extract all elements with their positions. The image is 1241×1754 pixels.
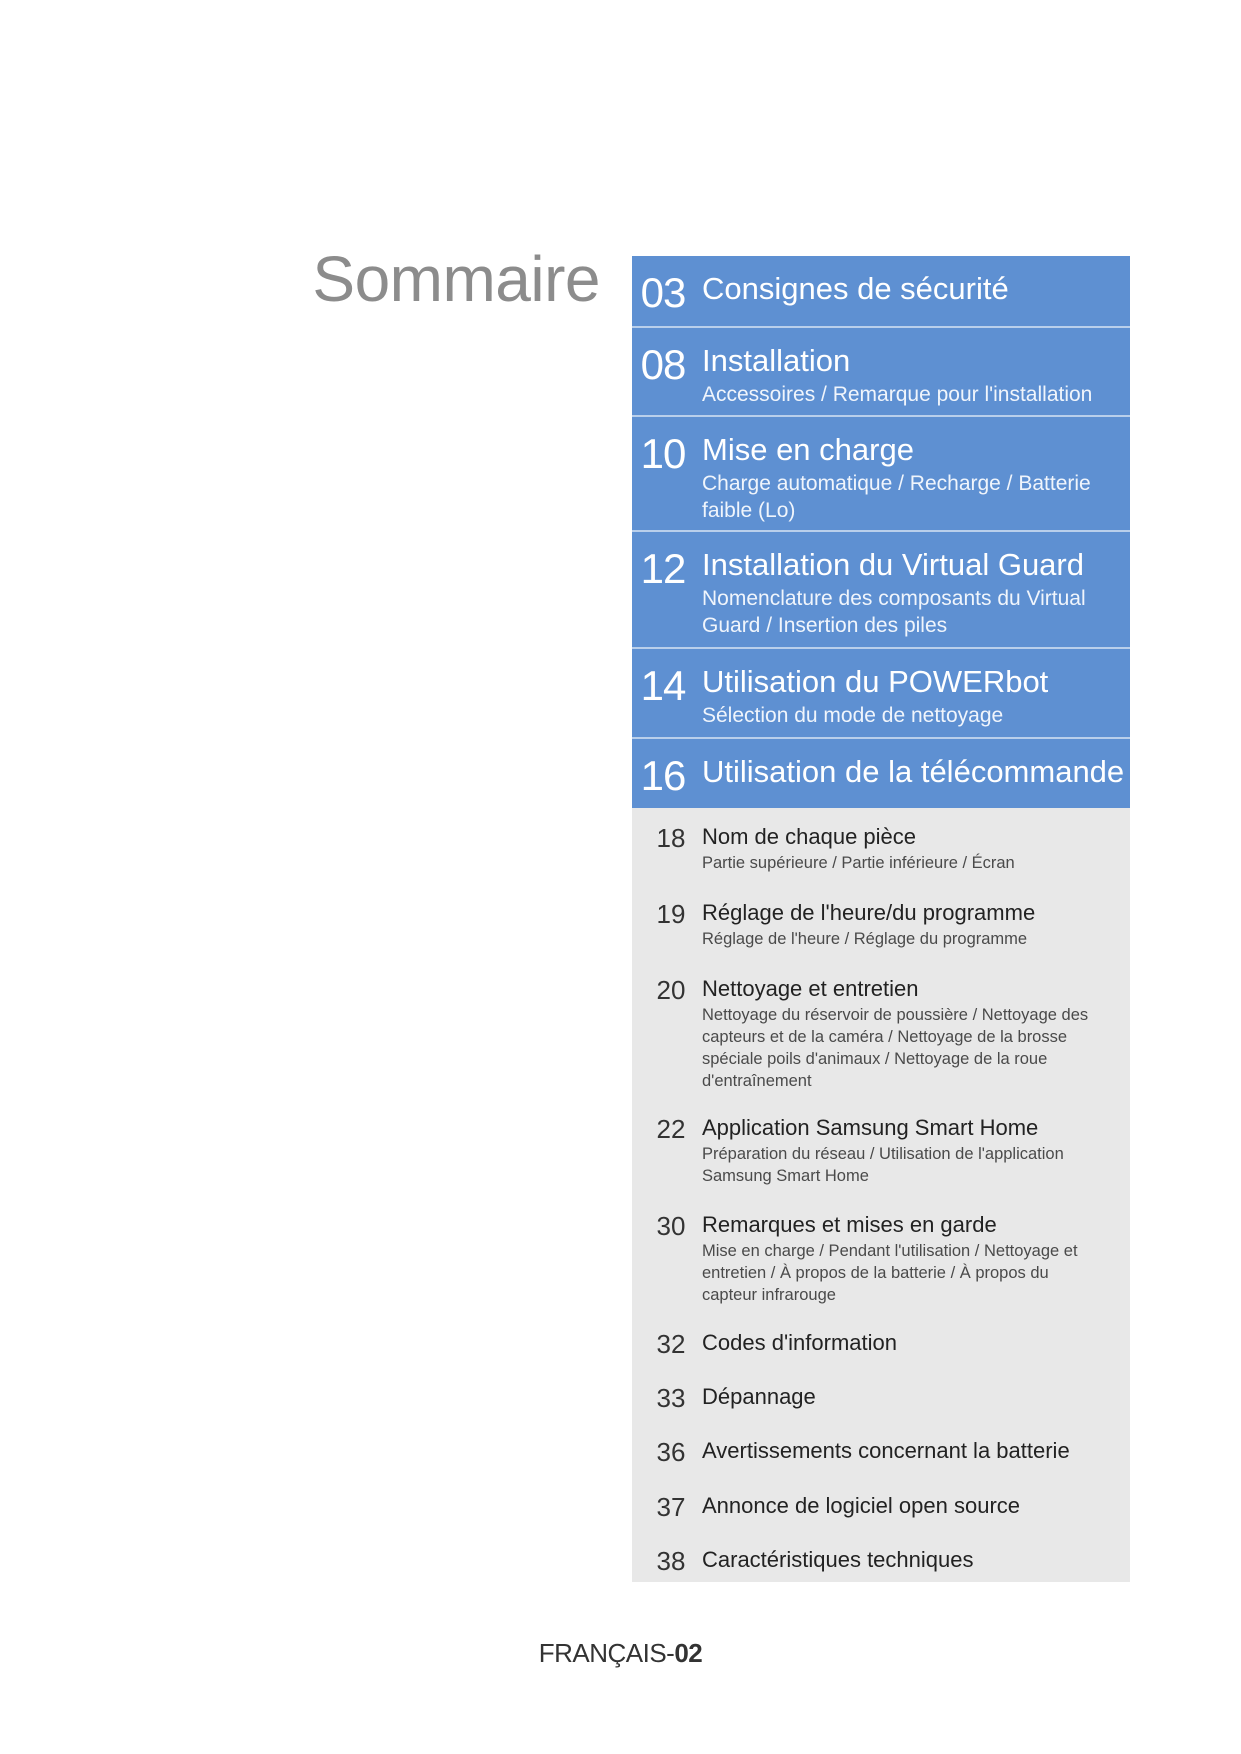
toc-subsection[interactable] bbox=[632, 1331, 1130, 1361]
subsection-page-number: 20 bbox=[656, 975, 686, 1005]
subsection-title: Caractéristiques techniques bbox=[702, 1547, 974, 1572]
subsection-page-number: 22 bbox=[656, 1114, 686, 1144]
section-page-number: 14 bbox=[640, 662, 686, 709]
section-page-number: 08 bbox=[640, 341, 686, 388]
section-title: Mise en charge bbox=[702, 432, 914, 467]
section-page-number: 12 bbox=[640, 545, 686, 592]
subsection-page-number: 33 bbox=[656, 1383, 686, 1413]
toc-subsection[interactable] bbox=[632, 1548, 1130, 1578]
toc-subsection[interactable] bbox=[632, 1494, 1130, 1524]
toc-subsection[interactable] bbox=[632, 1439, 1130, 1469]
section-title: Installation du Virtual Guard bbox=[702, 547, 1084, 582]
subsection-page-number: 18 bbox=[656, 823, 686, 853]
subsection-title: Nettoyage et entretien bbox=[702, 976, 919, 1001]
subsection-page-number: 38 bbox=[656, 1546, 686, 1576]
section-page-number: 03 bbox=[640, 269, 686, 316]
footer-page-number: 02 bbox=[674, 1638, 703, 1668]
subsection-title: Avertissements concernant la batterie bbox=[702, 1438, 1070, 1463]
subsection-page-number: 19 bbox=[656, 899, 686, 929]
section-subtitle: Nomenclature des composants du Virtual Guard / Insertion des piles bbox=[702, 587, 1086, 637]
subsection-page-number: 36 bbox=[656, 1437, 686, 1467]
toc-section[interactable] bbox=[632, 649, 1130, 739]
subsection-title: Réglage de l'heure/du programme bbox=[702, 900, 1036, 925]
toc-subsection[interactable] bbox=[632, 901, 1130, 961]
page-footer bbox=[0, 1638, 1241, 1669]
section-subtitle: Charge automatique / Recharge / Batterie faible (Lo) bbox=[702, 472, 1091, 522]
toc-subsection[interactable] bbox=[632, 825, 1130, 885]
subsection-title: Application Samsung Smart Home bbox=[702, 1115, 1039, 1140]
subsection-title: Dépannage bbox=[702, 1384, 816, 1409]
subsection-subtitle: Partie supérieure / Partie inférieure / Écran bbox=[702, 854, 1015, 872]
toc-section[interactable] bbox=[632, 417, 1130, 532]
subsection-page-number: 30 bbox=[656, 1211, 686, 1241]
section-title: Installation bbox=[702, 343, 851, 378]
subsection-title: Nom de chaque pièce bbox=[702, 824, 917, 849]
toc-section[interactable] bbox=[632, 532, 1130, 649]
section-title: Utilisation du POWERbot bbox=[702, 664, 1049, 699]
subsection-subtitle: Réglage de l'heure / Réglage du programme bbox=[702, 930, 1028, 948]
subsection-subtitle: Nettoyage du réservoir de poussière / Nettoyage des capteurs et de la caméra / Nettoyage de la brosse spéciale poils d'animaux / Nettoyage de la roue d'entraînement bbox=[702, 1006, 1089, 1090]
section-subtitle: Sélection du mode de nettoyage bbox=[702, 704, 1004, 727]
toc-subsection[interactable] bbox=[632, 1213, 1130, 1313]
section-subtitle: Accessoires / Remarque pour l'installation bbox=[702, 383, 1093, 406]
section-page-number: 10 bbox=[640, 430, 686, 477]
toc-subsection[interactable] bbox=[632, 977, 1130, 1097]
subsection-title: Annonce de logiciel open source bbox=[702, 1493, 1021, 1518]
section-page-number: 16 bbox=[640, 752, 686, 799]
toc-section[interactable] bbox=[632, 328, 1130, 417]
toc-section[interactable] bbox=[632, 739, 1130, 808]
subsection-title: Remarques et mises en garde bbox=[702, 1212, 997, 1237]
toc-section[interactable] bbox=[632, 256, 1130, 328]
subsection-title: Codes d'information bbox=[702, 1330, 897, 1355]
section-title: Consignes de sécurité bbox=[702, 271, 1009, 306]
subsection-subtitle: Préparation du réseau / Utilisation de l'application Samsung Smart Home bbox=[702, 1145, 1064, 1185]
footer-language: FRANÇAIS- bbox=[538, 1638, 675, 1668]
section-title: Utilisation de la télécommande bbox=[702, 754, 1125, 789]
toc-subsection[interactable] bbox=[632, 1385, 1130, 1415]
subsection-page-number: 32 bbox=[656, 1329, 686, 1359]
subsection-page-number: 37 bbox=[656, 1492, 686, 1522]
subsection-subtitle: Mise en charge / Pendant l'utilisation / Nettoyage et entretien / À propos de la batterie / À propos du capteur infrarouge bbox=[702, 1242, 1078, 1304]
page-title: Sommaire bbox=[312, 243, 600, 315]
toc-subsection[interactable] bbox=[632, 1116, 1130, 1198]
